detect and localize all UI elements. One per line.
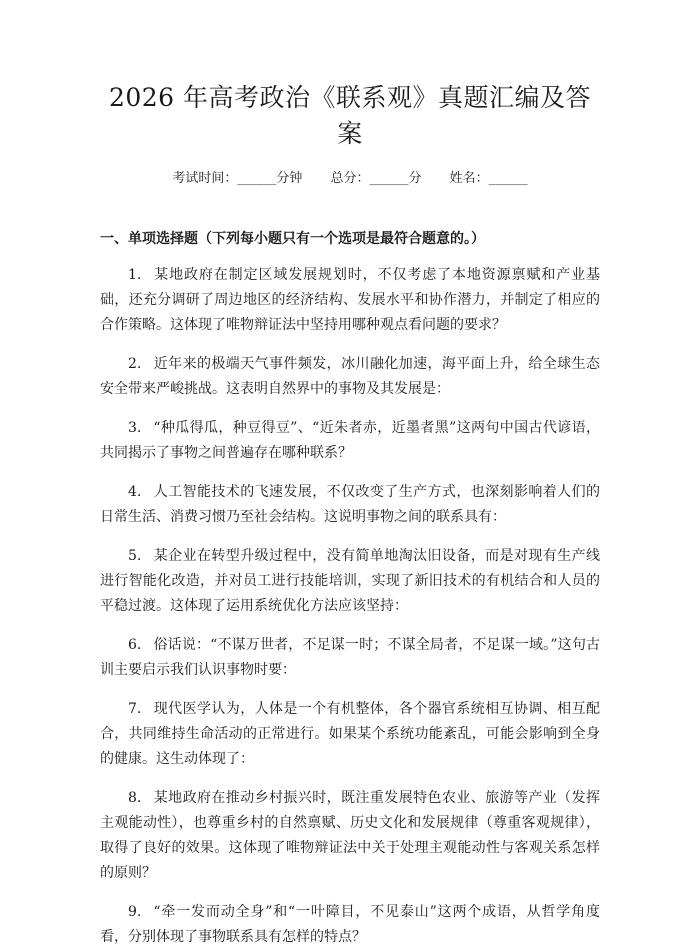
exam-meta [100, 169, 600, 189]
question-text: 俗话说：“不谋万世者，不足谋一时；不谋全局者，不足谋一域。”这句古训主要启示我们认识事物时要： [100, 637, 600, 678]
section-heading: 一、单项选择题（下列每小题只有一个选项是最符合题意的。） [100, 231, 485, 247]
question-number: 2. [128, 356, 142, 372]
question-number: 8. [128, 790, 142, 806]
question-9 [100, 900, 600, 950]
question-7 [100, 697, 600, 772]
question-list [100, 263, 600, 950]
question-number: 5. [128, 548, 142, 564]
question-5 [100, 544, 600, 619]
question-text: 某企业在转型升级过程中，没有简单地淘汰旧设备，而是对现有生产线进行智能化改造，并对员工进行技能培训，实现了新旧技术的有机结合和人员的平稳过渡。这体现了运用系统优化方法应该坚持： [100, 548, 600, 614]
question-3 [100, 416, 600, 466]
question-text: 人工智能技术的飞速发展，不仅改变了生产方式，也深刻影响着人们的日常生活、消费习惯乃至社会结构。这说明事物之间的联系具有： [100, 484, 600, 525]
page-title: 2026 年高考政治《联系观》真题汇编及答案 [108, 83, 592, 148]
question-text: 现代医学认为，人体是一个有机整体，各个器官系统相互协调、相互配合，共同维持生命活动的正常进行。如果某个系统功能紊乱，可能会影响到全身的健康。这生动体现了： [100, 701, 600, 767]
question-8 [100, 786, 600, 886]
question-text: 某地政府在制定区域发展规划时，不仅考虑了本地资源禀赋和产业基础，还充分调研了周边地区的经济结构、发展水平和协作潜力，并制定了相应的合作策略。这体现了唯物辩证法中坚持用哪种观点看问题的要求？ [100, 267, 600, 333]
question-number: 4. [128, 484, 142, 500]
question-text: “牵一发而动全身”和“一叶障目，不见泰山”这两个成语，从哲学角度看，分别体现了事物联系具有怎样的特点？ [100, 904, 600, 945]
question-2 [100, 352, 600, 402]
question-number: 6. [128, 637, 142, 653]
question-number: 3. [128, 420, 142, 436]
exam-score-field: 总分：______分 [330, 171, 422, 186]
question-4 [100, 480, 600, 530]
question-6 [100, 633, 600, 683]
question-text: 某地政府在推动乡村振兴时，既注重发展特色农业、旅游等产业（发挥主观能动性），也尊重乡村的自然禀赋、历史文化和发展规律（尊重客观规律），取得了良好的效果。这体现了唯物辩证法中关于处理主观能动性与客观关系怎样的原则？ [100, 790, 600, 881]
exam-name-field: 姓名：______ [449, 171, 528, 186]
question-number: 7. [128, 701, 142, 717]
question-number: 1. [128, 267, 142, 283]
question-text: 近年来的极端天气事件频发，冰川融化加速，海平面上升，给全球生态安全带来严峻挑战。这表明自然界中的事物及其发展是： [100, 356, 600, 397]
question-1 [100, 263, 600, 338]
exam-time-field: 考试时间：______分钟 [172, 171, 303, 186]
question-text: “种瓜得瓜，种豆得豆”、“近朱者赤，近墨者黑”这两句中国古代谚语，共同揭示了事物之间普遍存在哪种联系？ [100, 420, 600, 461]
question-number: 9. [128, 904, 142, 920]
